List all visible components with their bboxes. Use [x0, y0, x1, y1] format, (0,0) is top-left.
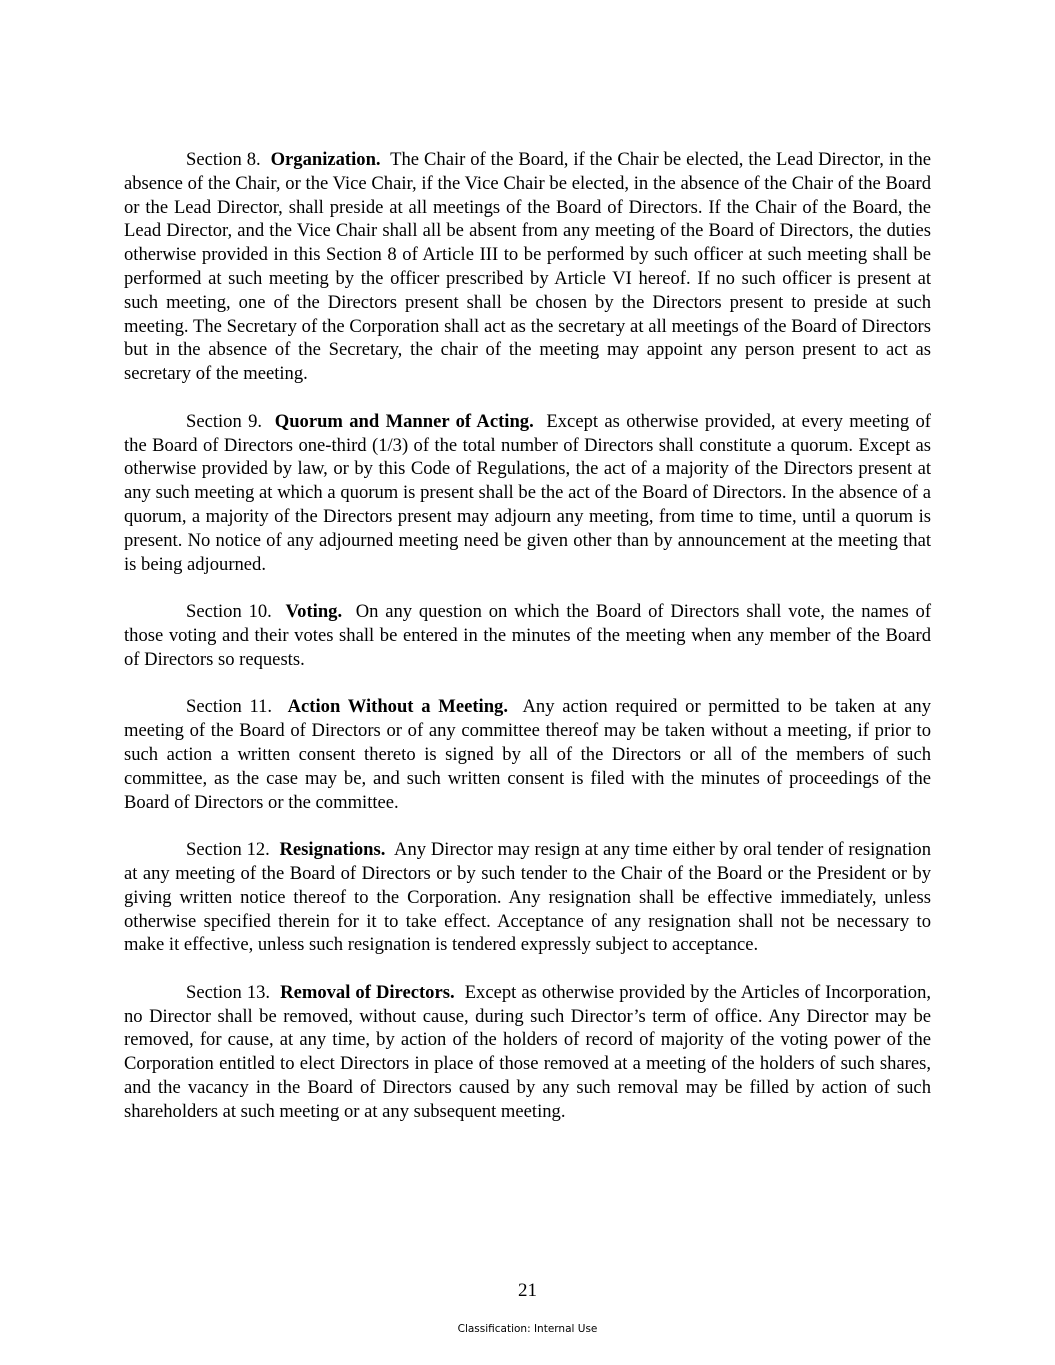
section-title: Resignations.: [279, 839, 386, 861]
section-text: Any action required or permitted to be taken at any meeting of the Board of Directors or of any committee thereof may be taken without a meeting, if prior to such action a written consent thereto is signed by all of the Directors or all of the members of such committee, as the case may be, and such written consent is filed with the minutes of proceedings of the Board of Directors or the committee.: [124, 696, 931, 813]
section-11: [124, 695, 931, 814]
section-10: [124, 600, 931, 671]
document-body: [124, 148, 931, 1147]
section-8: [124, 148, 931, 386]
section-text: Any Director may resign at any time either by oral tender of resignation at any meeting of the Board of Directors or by such tender to the Chair of the Board or the President or by giving written notice thereof to the Corporation. Any resignation shall be effective immediately, unless otherwise specified therein for it to take effect. Acceptance of any resignation shall not be necessary to make it effective, unless such resignation is tendered expressly subject to acceptance.: [124, 839, 932, 956]
section-text: Except as otherwise provided by the Articles of Incorporation, no Director shall be removed, without cause, during such Director’s term of office. Any Director may be removed, for cause, at any time, by action of the holders of record of majority of the voting power of the Corporation entitled to elect Directors in place of those removed at a meeting of the holders of such shares, and the vacancy in the Board of Directors caused by any such removal may be filled by action of such shareholders at such meeting or at any subsequent meeting.: [124, 981, 932, 1122]
section-12: [124, 838, 931, 957]
section-text: The Chair of the Board, if the Chair be elected, the Lead Director, in the absence of the Chair, or the Vice Chair, if the Vice Chair be elected, in the absence of the Chair of the Board or the Lead Director, shall preside at all meetings of the Board of Directors. If the Chair of the Board, the Lead Director, and the Vice Chair shall all be absent from any meeting of the Board of Directors, the duties otherwise provided in this Section 8 of Article III to be performed by such officer at such meeting shall be performed at such meeting by the officer prescribed by Article VI hereof. If no such officer is present at such meeting, one of the Directors present shall be chosen by the Directors present to preside at such meeting. The Secretary of the Corporation shall act as the secretary at all meetings of the Board of Directors but in the absence of the Secretary, the chair of the meeting may appoint any person present to act as secretary of the meeting.: [124, 149, 931, 385]
section-title: Organization.: [270, 149, 381, 170]
classification-label: Classification: Internal Use: [457, 1323, 598, 1335]
section-number: Section 11.: [186, 696, 273, 718]
section-text: On any question on which the Board of Directors shall vote, the names of those voting and their votes shall be entered in the minutes of the meeting when any member of the Board of Directors so requests.: [124, 601, 932, 670]
section-title: Voting.: [285, 601, 343, 623]
section-number: Section 13.: [186, 981, 271, 1003]
page-number: 21: [518, 1280, 537, 1301]
section-number: Section 8.: [186, 149, 261, 170]
section-number: Section 10.: [186, 601, 272, 623]
section-9: [124, 410, 931, 577]
section-title: Removal of Directors.: [280, 981, 455, 1003]
section-13: [124, 981, 931, 1124]
section-title: Quorum and Manner of Acting.: [274, 410, 534, 432]
section-text: Except as otherwise provided, at every meeting of the Board of Directors one-third (1/3) of the total number of Directors shall constitute a quorum. Except as otherwise provided by law, or by this Code of Regulations, the act of a majority of the Directors present at any such meeting at which a quorum is present shall be the act of the Board of Directors. In the absence of a quorum, a majority of the Directors present may adjourn any meeting, from time to time, until a quorum is present. No notice of any adjourned meeting need be given other than by announcement at the meeting that is being adjourned.: [124, 410, 931, 575]
section-number: Section 12.: [186, 839, 270, 861]
section-title: Action Without a Meeting.: [287, 696, 508, 718]
section-number: Section 9.: [186, 410, 263, 432]
